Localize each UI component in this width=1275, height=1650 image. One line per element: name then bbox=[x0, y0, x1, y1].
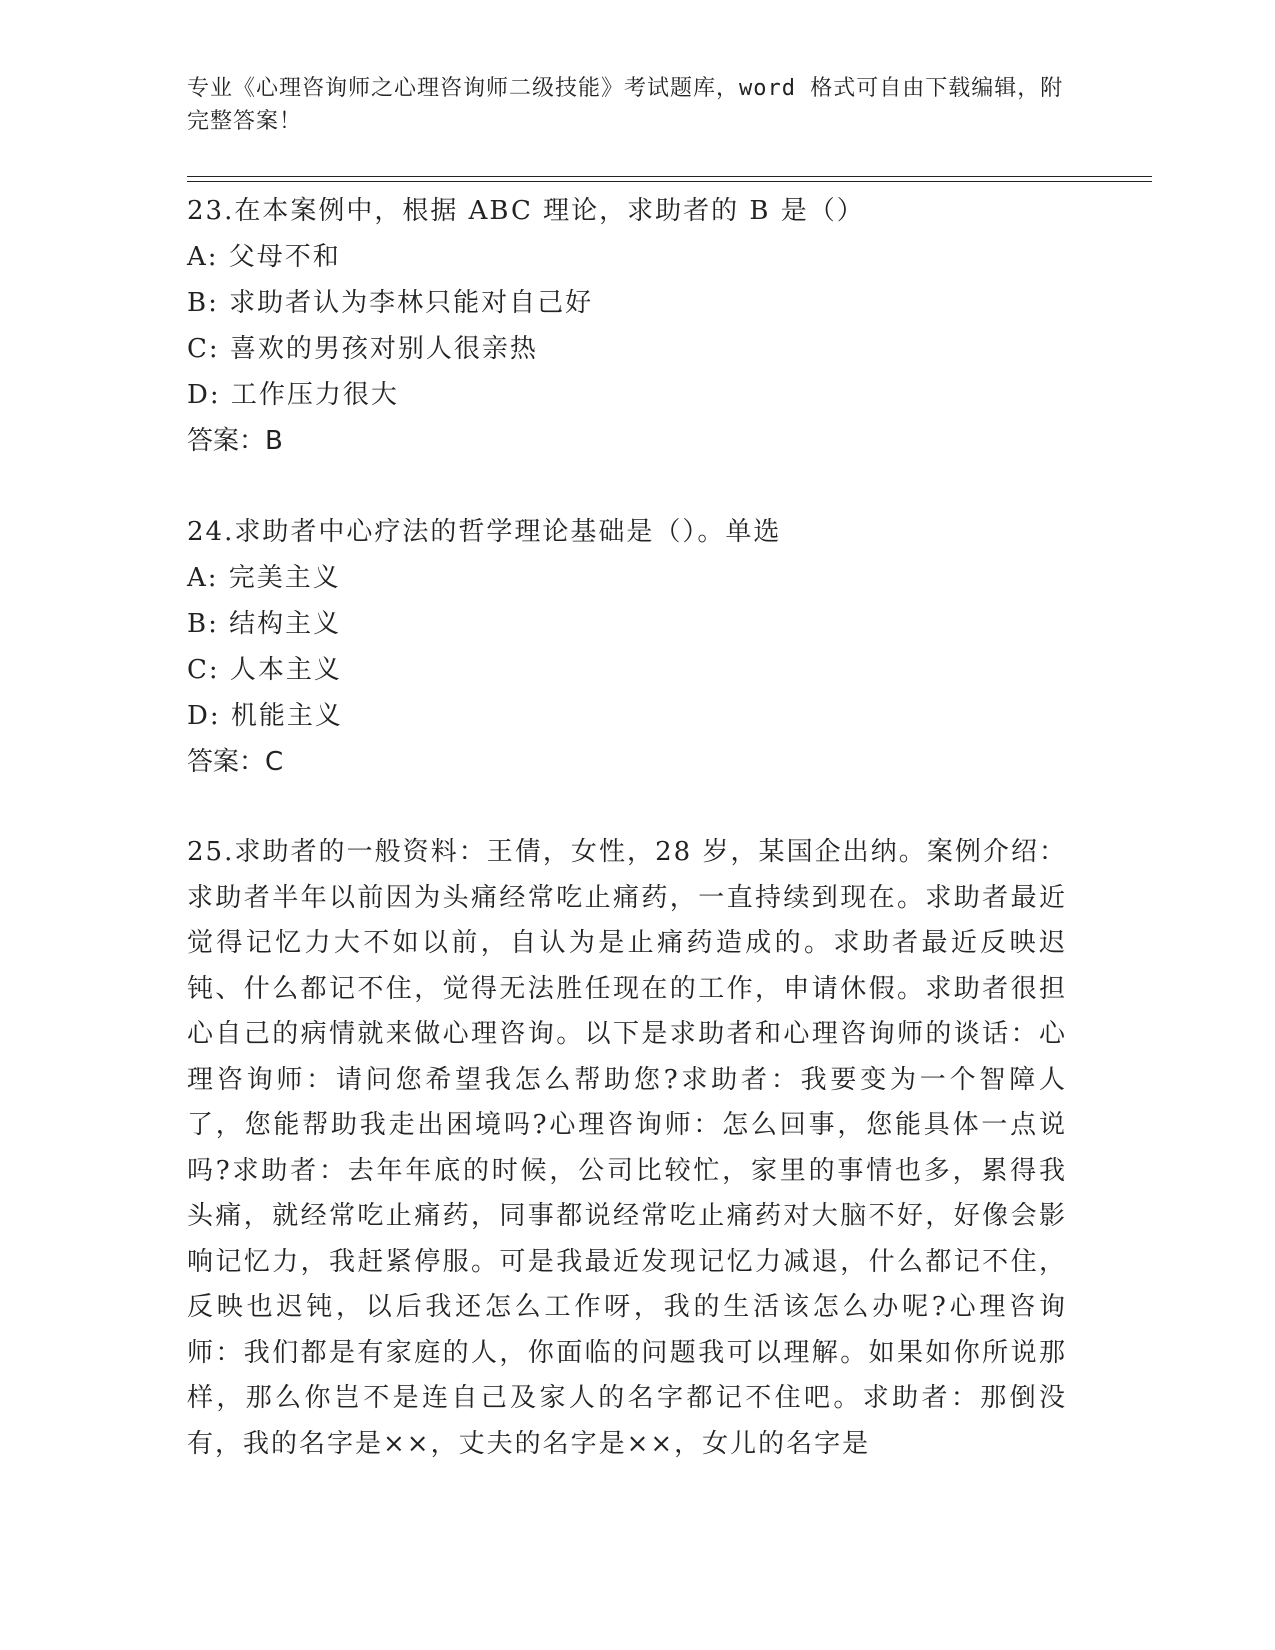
header-intro: 专业《心理咨询师之心理咨询师二级技能》考试题库，word 格式可自由下载编辑，附完整答案！ bbox=[187, 76, 1064, 134]
option-d: D: 机能主义 bbox=[187, 701, 343, 731]
option-c: C: 喜欢的男孩对别人很亲热 bbox=[187, 334, 538, 364]
document-body bbox=[187, 188, 1087, 1467]
spacer bbox=[187, 464, 1087, 509]
option-a: A: 完美主义 bbox=[187, 563, 341, 593]
question-25-case: 25.求助者的一般资料：王倩，女性，28 岁，某国企出纳。案例介绍：求助者半年以前因为头痛经常吃止痛药，一直持续到现在。求助者最近觉得记忆力大不如以前，自认为是止痛药造成的。求助者最近反映迟钝、什么都记不住，觉得无法胜任现在的工作，申请休假。求助者很担心自己的病情就来做心理咨询。以下是求助者和心理咨询师的谈话：心理咨询师：请问您希望我怎么帮助您?求助者：我要变为一个智障人了，您能帮助我走出困境吗?心理咨询师：怎么回事，您能具体一点说吗?求助者：去年年底的时候，公司比较忙，家里的事情也多，累得我头痛，就经常吃止痛药，同事都说经常吃止痛药对大脑不好，好像会影响记忆力，我赶紧停服。可是我最近发现记忆力减退，什么都记不住，反映也迟钝，以后我还怎么工作呀，我的生活该怎么办呢?心理咨询师：我们都是有家庭的人，你面临的问题我可以理解。如果如你所说那样，那么你岂不是连自己及家人的名字都记不住吧。求助者：那倒没有，我的名字是××，丈夫的名字是××，女儿的名字是 bbox=[187, 837, 1067, 1459]
answer-line: 答案：B bbox=[187, 426, 283, 456]
answer-line: 答案：C bbox=[187, 747, 284, 777]
option-a: A: 父母不和 bbox=[187, 242, 341, 272]
option-d: D: 工作压力很大 bbox=[187, 380, 399, 410]
question-24 bbox=[187, 509, 1087, 785]
question-23 bbox=[187, 188, 1087, 464]
document-header bbox=[187, 72, 1067, 138]
header-divider-top bbox=[187, 176, 1152, 177]
question-stem: 23.在本案例中，根据 ABC 理论，求助者的 B 是（） bbox=[187, 196, 865, 226]
option-b: B: 结构主义 bbox=[187, 609, 342, 639]
header-divider-bottom bbox=[187, 181, 1152, 182]
option-c: C: 人本主义 bbox=[187, 655, 342, 685]
question-stem: 24.求助者中心疗法的哲学理论基础是（）。单选 bbox=[187, 517, 782, 547]
option-b: B: 求助者认为李林只能对自己好 bbox=[187, 288, 594, 318]
spacer bbox=[187, 785, 1087, 830]
